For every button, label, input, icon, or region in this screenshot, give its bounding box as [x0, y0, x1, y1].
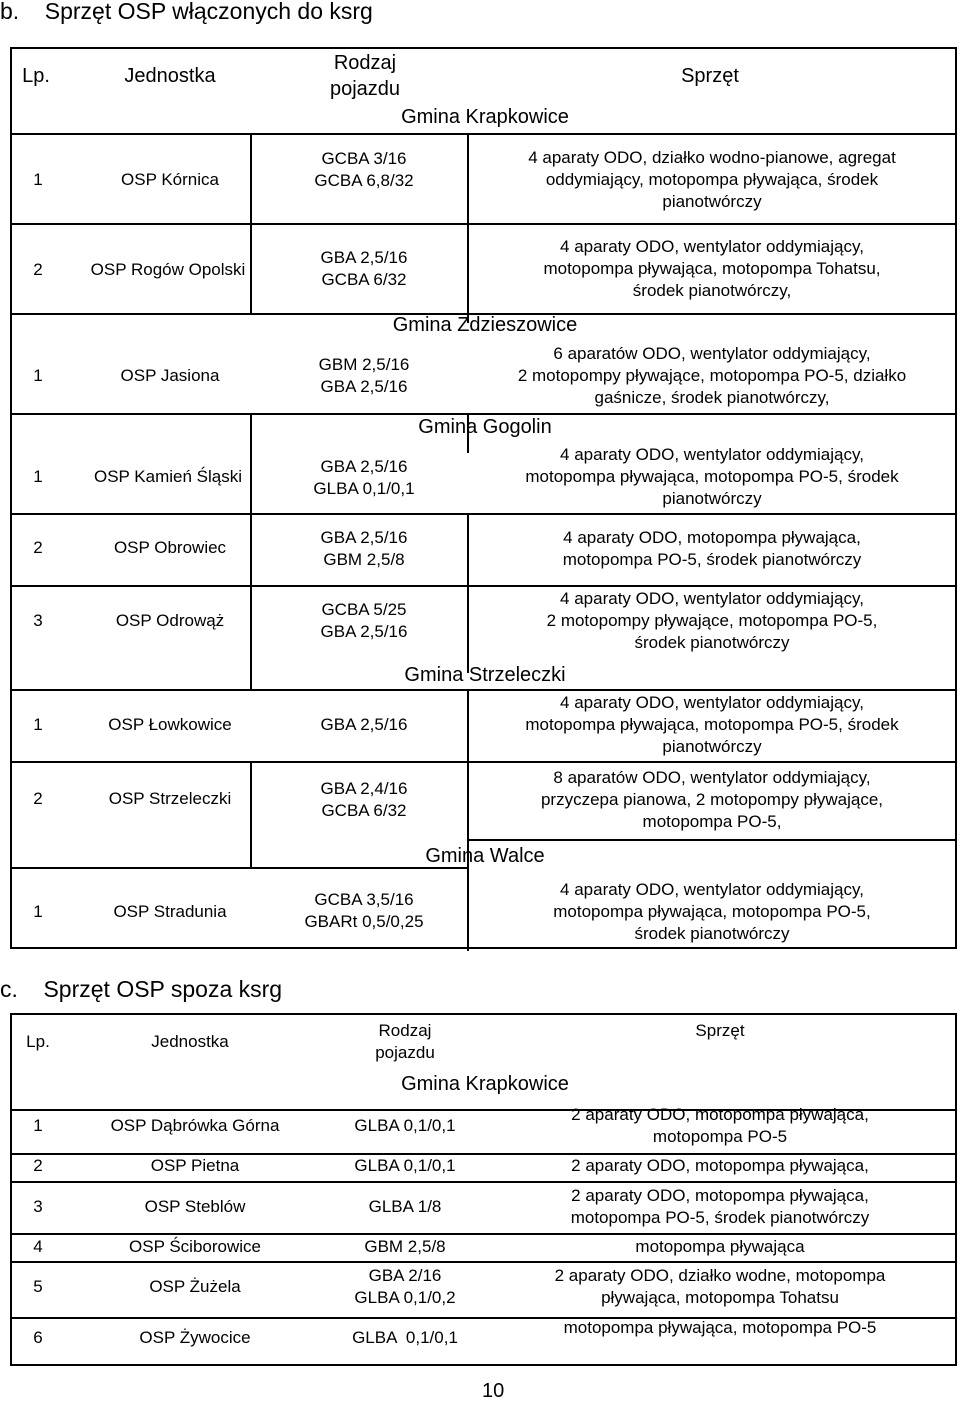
table-row-rodzaj: GBM 2,5/16 GBA 2,5/16: [318, 355, 410, 396]
table-row-sprzet: 2 aparaty ODO, motopompa pływająca,: [571, 1156, 869, 1175]
group-gmina-krapkowice: Gmina Krapkowice: [401, 1073, 569, 1095]
table-row-rodzaj: GBM 2,5/8: [364, 1237, 446, 1256]
table-row-sprzet: 2 aparaty ODO, motopompa pływająca, motopompa PO-5: [571, 1105, 869, 1146]
table-row-sprzet: 4 aparaty ODO, wentylator oddymiający, motopompa pływająca, motopompa Tohatsu, środek pianotwórczy,: [543, 237, 881, 300]
table-row-lp: 2: [33, 1156, 43, 1175]
table-row-lp: 1: [33, 715, 43, 734]
table-row-sprzet: 6 aparatów ODO, wentylator oddymiający, 2 motopompy pływające, motopompa PO-5, działko gaśnicze, środek pianotwórczy,: [517, 344, 907, 407]
table-row-lp: 1: [33, 467, 43, 486]
group-gmina-gogolin: Gmina Gogolin: [418, 416, 552, 438]
table-row-sprzet: 2 aparaty ODO, działko wodne, motopompa pływająca, motopompa Tohatsu: [554, 1266, 886, 1307]
table-row-jednostka: OSP Łowkowice: [108, 715, 232, 734]
table-row-jednostka: OSP Obrowiec: [113, 538, 227, 557]
table-row-lp: 5: [33, 1277, 43, 1296]
section-b-title: b. Sprzęt OSP włączonych do ksrg: [0, 0, 373, 24]
group-gmina-strzeleczki: Gmina Strzeleczki: [404, 664, 566, 686]
table-row-jednostka: OSP Steblów: [144, 1197, 246, 1216]
group-gmina-krapkowice: Gmina Krapkowice: [401, 106, 569, 128]
table-row-rodzaj: GLBA 0,1/0,1: [352, 1328, 458, 1347]
table-row-jednostka: OSP Strzeleczki: [108, 789, 232, 808]
table-row-sprzet: 4 aparaty ODO, wentylator oddymiający, 2 motopompy pływające, motopompa PO-5, środek pianotwórczy: [546, 589, 878, 652]
table-row-sprzet: 8 aparatów ODO, wentylator oddymiający, przyczepa pianowa, 2 motopompy pływające, motopompa PO-5,: [540, 768, 884, 831]
table-row-jednostka: OSP Dąbrówka Górna: [110, 1116, 280, 1135]
header-jednostka: Jednostka: [151, 1032, 229, 1051]
group-gmina-walce: Gmina Walce: [425, 845, 545, 867]
header-lp: Lp.: [26, 1032, 50, 1051]
table-row-jednostka: OSP Rogów Opolski: [90, 260, 246, 279]
table-row-rodzaj: GLBA 0,1/0,1: [354, 1156, 456, 1175]
section-c-title: c. Sprzęt OSP spoza ksrg: [0, 976, 283, 1002]
table-row-sprzet: 4 aparaty ODO, motopompa pływająca, motopompa PO-5, środek pianotwórczy: [562, 528, 862, 569]
table-row-rodzaj: GBA 2,5/16 GBM 2,5/8: [320, 528, 408, 569]
table-row-lp: 6: [33, 1328, 43, 1347]
table-row-sprzet: 2 aparaty ODO, motopompa pływająca, motopompa PO-5, środek pianotwórczy: [570, 1186, 870, 1227]
table-row-lp: 3: [33, 1197, 43, 1216]
header-sprzet: Sprzęt: [681, 65, 739, 87]
table-row-jednostka: OSP Pietna: [150, 1156, 240, 1175]
table-row-lp: 1: [33, 902, 43, 921]
table-row-rodzaj: GBA 2,5/16 GCBA 6/32: [320, 248, 408, 289]
table-row-jednostka: OSP Kórnica: [121, 170, 219, 189]
table-row-jednostka: OSP Jasiona: [120, 366, 220, 385]
table-row-sprzet: 4 aparaty ODO, wentylator oddymiający, motopompa pływająca, motopompa PO-5, środek pianotwórczy: [525, 445, 899, 508]
group-gmina-zdzieszowice: Gmina Zdzieszowice: [392, 314, 578, 336]
header-lp: Lp.: [22, 65, 50, 87]
table-row-rodzaj: GCBA 5/25 GBA 2,5/16: [320, 600, 408, 641]
table-row-sprzet: motopompa pływająca, motopompa PO-5: [563, 1318, 877, 1337]
table-row-lp: 4: [33, 1237, 43, 1256]
table-row-lp: 1: [33, 170, 43, 189]
table-row-jednostka: OSP Stradunia: [113, 902, 227, 921]
table-row-jednostka: OSP Żużela: [149, 1277, 241, 1296]
table-row-sprzet: 4 aparaty ODO, wentylator oddymiający, motopompa pływająca, motopompa PO-5, środek pianotwórczy: [525, 693, 899, 756]
table-row-lp: 2: [33, 538, 43, 557]
header-rodzaj-pojazdu: Rodzaj pojazdu: [329, 52, 401, 100]
table-row-jednostka: OSP Kamień Śląski: [93, 467, 243, 486]
header-sprzet: Sprzęt: [695, 1021, 745, 1040]
table-row-rodzaj: GLBA 1/8: [368, 1197, 442, 1216]
table-row-lp: 1: [33, 366, 43, 385]
header-jednostka: Jednostka: [124, 65, 216, 87]
page-number: 10: [482, 1380, 505, 1402]
table-row-jednostka: OSP Odrowąż: [115, 611, 225, 630]
table-row-rodzaj: GBA 2,5/16 GLBA 0,1/0,1: [313, 457, 415, 498]
table-row-lp: 3: [33, 611, 43, 630]
table-row-rodzaj: GBA 2,4/16 GCBA 6/32: [320, 779, 408, 820]
table-row-rodzaj: GBA 2,5/16: [320, 715, 408, 734]
table-row-rodzaj: GCBA 3/16 GCBA 6,8/32: [314, 149, 414, 190]
table-row-sprzet: motopompa pływająca: [635, 1237, 805, 1256]
table-row-lp: 2: [33, 789, 43, 808]
table-row-lp: 2: [33, 260, 43, 279]
header-rodzaj-pojazdu: Rodzaj pojazdu: [375, 1021, 435, 1062]
table-row-rodzaj: GCBA 3,5/16 GBARt 0,5/0,25: [304, 890, 424, 931]
table-row-sprzet: 4 aparaty ODO, działko wodno-pianowe, agregat oddymiający, motopompa pływająca, środek pianotwórczy: [528, 148, 896, 211]
table-row-jednostka: OSP Żywocice: [139, 1328, 251, 1347]
table-row-jednostka: OSP Ściborowice: [129, 1237, 261, 1256]
table-row-lp: 1: [33, 1116, 43, 1135]
table-row-rodzaj: GBA 2/16 GLBA 0,1/0,2: [354, 1266, 456, 1307]
table-row-sprzet: 4 aparaty ODO, wentylator oddymiający, motopompa pływająca, motopompa PO-5, środek pianotwórczy: [553, 880, 871, 943]
table-row-rodzaj: GLBA 0,1/0,1: [354, 1116, 456, 1135]
